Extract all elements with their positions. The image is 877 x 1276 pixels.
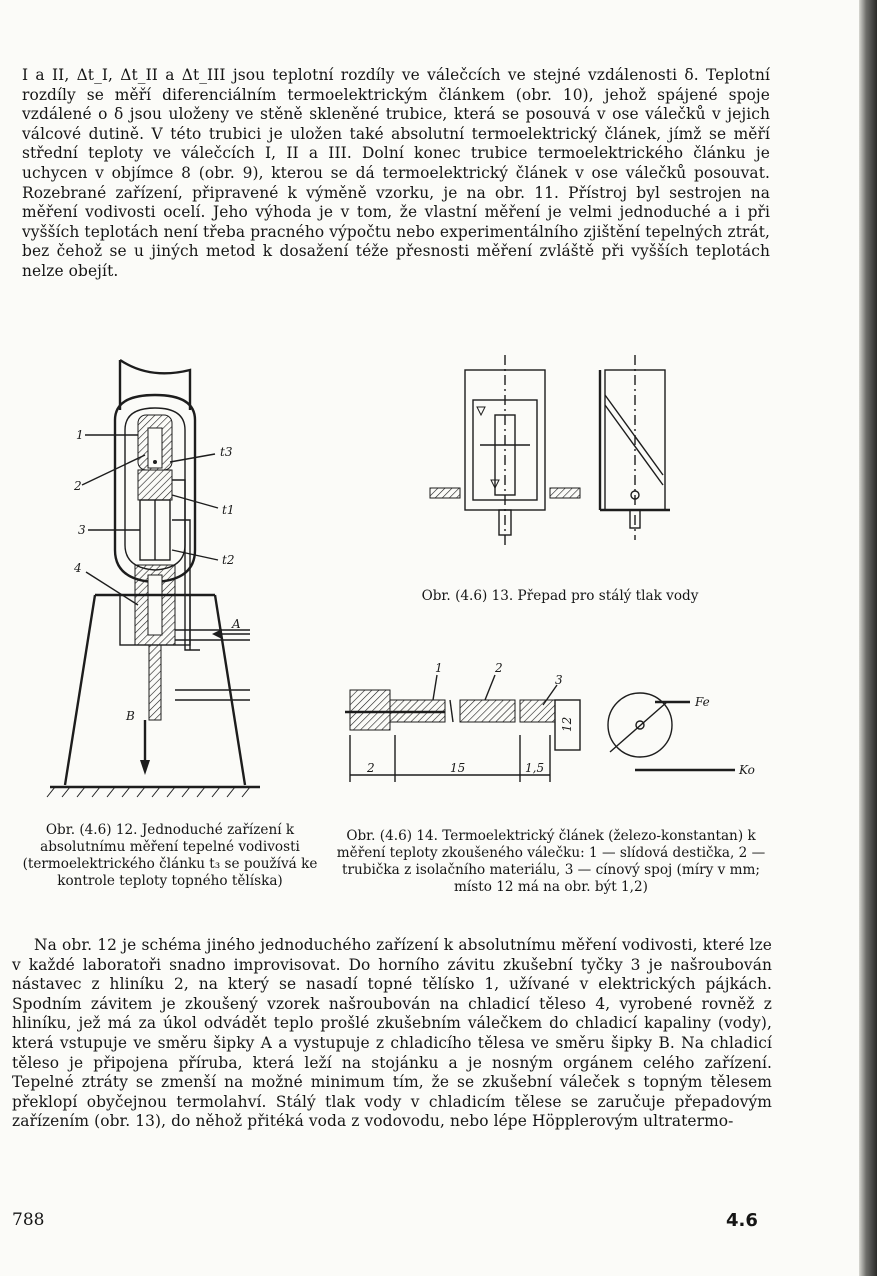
page-binding-shadow xyxy=(859,0,877,1276)
fig12-label: t3 xyxy=(220,445,233,459)
fig14-label: 12 xyxy=(560,716,574,732)
figure-13-caption: Obr. (4.6) 13. Přepad pro stálý tlak vody xyxy=(421,588,699,604)
figure-14-diagram xyxy=(345,660,765,790)
paragraph-bottom: Na obr. 12 je schéma jiného jednoduchého zařízení k absolutnímu měření vodivosti, které lze v každé laboratoři snadno improvisovat. Do horního závitu zkušební tyčky 3 je našroubován nástavec z hliníku 2, na který se nasadí topné tělísko 1, užívané v elektrických pájkách. Spodním závitem je zkoušený vzorek našroubován na chladicí těleso 4, vyrobené rovněž z hliníku, jež má za úkol odvádět teplo prošlé zkušebním válečkem do chladicí kapaliny (vody), která vstupuje ve směru šipky A a vystupuje z chladicího tělesa ve směru šipky B. Na chladicí těleso je připojena příruba, která leží na stojánku a je nosným orgánem celého zařízení. Tepelné ztráty se zmenší na možné minimum tím, že se zkušební váleček s topným tělesem překlopí obyčejnou termolahví. Stálý tlak vody v chladicím tělese se zaručuje přepadovým zařízením (obr. 13), do něhož přitéká voda z vodovodu, nebo lépe Höpplerovým ultratermo- xyxy=(12,936,772,1131)
fig12-label: 3 xyxy=(78,523,86,537)
figure-12-diagram xyxy=(50,350,330,810)
fig14-label: 2 xyxy=(495,661,503,675)
fig12-label: B xyxy=(126,709,135,723)
fig14-dimension: 15 xyxy=(450,761,466,775)
fig14-label: Fe xyxy=(695,695,710,709)
fig14-label: 1 xyxy=(435,661,443,675)
fig14-dimension: 1,5 xyxy=(525,761,545,775)
section-number: 4.6 xyxy=(726,1210,758,1231)
page-number: 788 xyxy=(12,1210,45,1230)
fig12-label: 4 xyxy=(74,561,82,575)
figure-13-diagram xyxy=(425,345,675,555)
fig12-label: t1 xyxy=(222,503,235,517)
figure-12-caption: Obr. (4.6) 12. Jednoduché zařízení k absolutnímu měření tepelné vodivosti (termoelektrického článku t₃ se používá ke kontrole teploty topného tělíska) xyxy=(22,822,318,889)
figure-14-caption: Obr. (4.6) 14. Termoelektrický článek (železo-konstantan) k měření teploty zkoušeného válečku: 1 — slídová destička, 2 — trubička z isolačního materiálu, 3 — cínový spoj (míry v mm; místo 12 má na obr. být 1,2) xyxy=(336,828,766,895)
fig12-label: 2 xyxy=(74,479,82,493)
fig12-label: 1 xyxy=(76,428,84,442)
fig14-label: Ko xyxy=(739,763,755,777)
fig14-dimension: 2 xyxy=(367,761,375,775)
paragraph-top: I a II, Δt_I, Δt_II a Δt_III jsou teplotní rozdíly ve válečcích ve stejné vzdálenosti δ. Teplotní rozdíly se měří diferenciálním termoelektrickým článkem (obr. 10), jehož spájené spoje vzdálené o δ jsou uloženy ve stěně skleněné trubice, která se posouvá v ose válečků v jejich válcové dutině. V této trubici je uložen také absolutní termoelektrický článek, jímž se měří střední teploty ve válečcích I, II a III. Dolní konec trubice termoelektrického článku je uchycen v objímce 8 (obr. 9), kterou se dá termoelektrický článek v ose válečků posouvat. Rozebrané zařízení, připravené k výměně vzorku, je na obr. 11. Přístroj byl sestrojen na měření vodivosti ocelí. Jeho výhoda je v tom, že vlastní měření je velmi jednoduché a i při vyšších teplotách není třeba pracného výpočtu nebo experimentálního zjištění tepelných ztrát, bez čehož se u jiných metod k dosažení téže přesnosti měření zvláště při vyšších teplotách nelze obejít. xyxy=(22,66,770,280)
fig14-label: 3 xyxy=(555,673,563,687)
fig12-label: t2 xyxy=(222,553,235,567)
fig12-label: A xyxy=(232,617,241,631)
